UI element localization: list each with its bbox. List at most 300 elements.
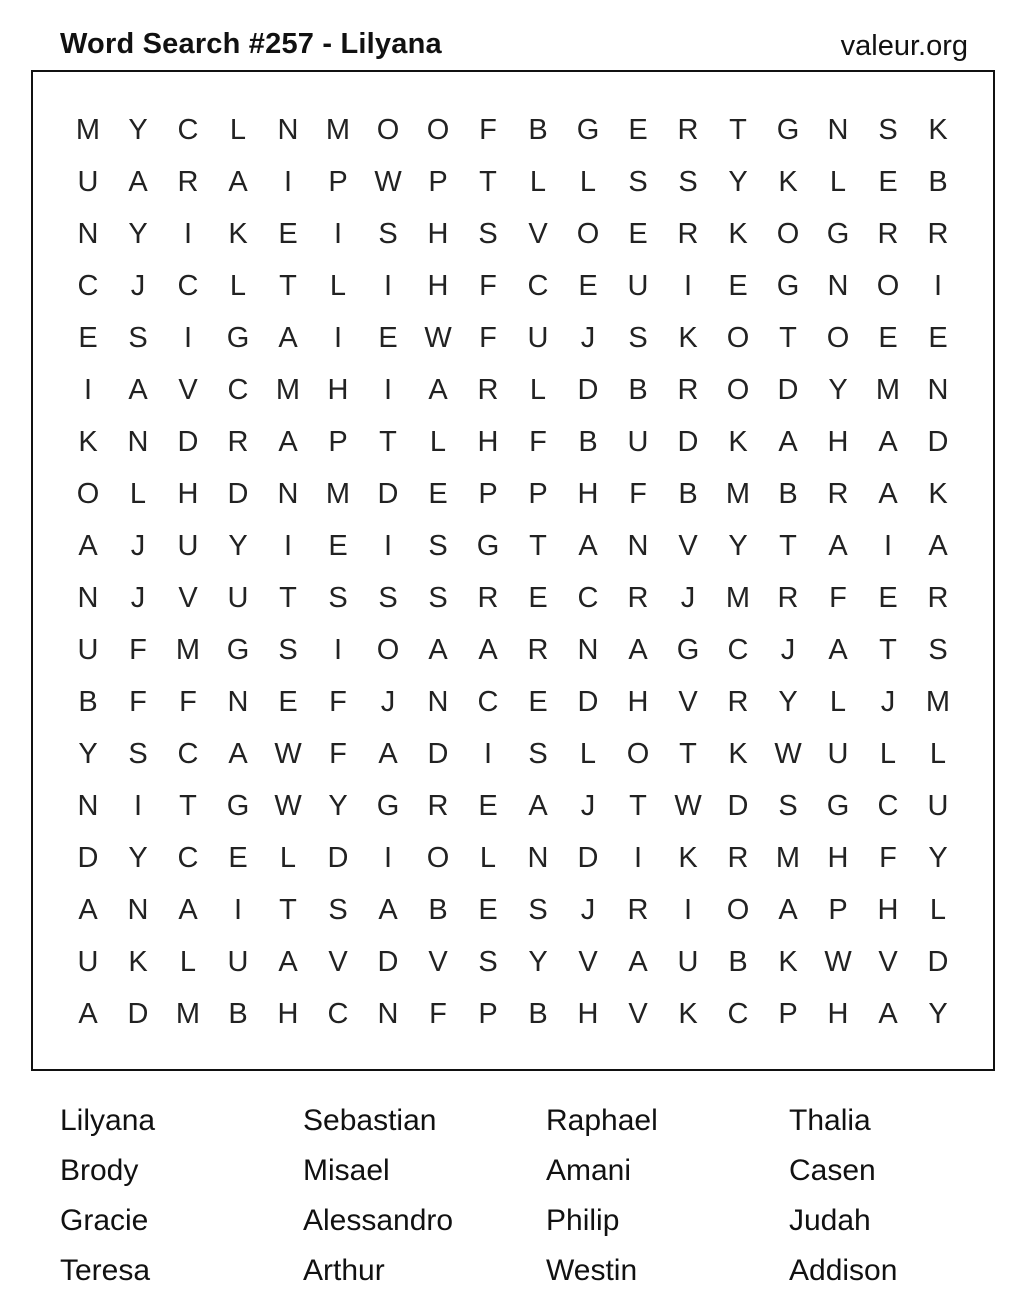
grid-letter[interactable]: H (327, 373, 349, 406)
grid-letter[interactable]: A (228, 165, 248, 198)
grid-letter[interactable]: O (776, 217, 800, 250)
grid-letter[interactable]: V (528, 217, 548, 250)
grid-letter[interactable]: Y (928, 997, 948, 1030)
grid-letter[interactable]: E (728, 269, 748, 302)
grid-letter[interactable]: T (379, 425, 397, 458)
grid-letter[interactable]: R (927, 581, 949, 614)
grid-letter[interactable]: M (875, 373, 901, 406)
grid-letter[interactable]: J (880, 685, 896, 718)
grid-letter[interactable]: F (529, 425, 547, 458)
grid-letter[interactable]: N (577, 633, 599, 666)
grid-letter[interactable]: B (528, 113, 548, 146)
grid-letter[interactable]: O (426, 841, 450, 874)
grid-letter[interactable]: A (278, 945, 298, 978)
grid-letter[interactable]: N (377, 997, 399, 1030)
grid-letter[interactable]: I (383, 373, 393, 406)
grid-letter[interactable]: C (727, 997, 749, 1030)
grid-letter[interactable]: B (228, 997, 248, 1030)
grid-letter[interactable]: B (578, 425, 598, 458)
grid-letter[interactable]: B (428, 893, 448, 926)
grid-letter[interactable]: A (378, 737, 398, 770)
grid-letter[interactable]: N (77, 217, 99, 250)
grid-letter[interactable]: V (178, 581, 198, 614)
grid-letter[interactable]: I (383, 529, 393, 562)
grid-letter[interactable]: L (879, 737, 897, 770)
grid-letter[interactable]: G (226, 633, 250, 666)
grid-letter[interactable]: N (127, 893, 149, 926)
grid-letter[interactable]: D (227, 477, 249, 510)
grid-letter[interactable]: V (678, 685, 698, 718)
grid-letter[interactable]: E (928, 321, 948, 354)
grid-letter[interactable]: M (775, 841, 801, 874)
grid-letter[interactable]: C (727, 633, 749, 666)
grid-letter[interactable]: U (677, 945, 699, 978)
grid-letter[interactable]: R (877, 217, 899, 250)
grid-letter[interactable]: O (76, 477, 100, 510)
grid-letter[interactable]: B (678, 477, 698, 510)
grid-letter[interactable]: E (628, 217, 648, 250)
grid-letter[interactable]: I (333, 217, 343, 250)
grid-letter[interactable]: S (128, 737, 148, 770)
grid-letter[interactable]: A (378, 893, 398, 926)
grid-letter[interactable]: M (175, 997, 201, 1030)
grid-letter[interactable]: L (229, 269, 247, 302)
grid-letter[interactable]: S (428, 529, 448, 562)
grid-letter[interactable]: P (778, 997, 798, 1030)
grid-letter[interactable]: T (279, 581, 297, 614)
grid-letter[interactable]: I (83, 373, 93, 406)
grid-letter[interactable]: U (927, 789, 949, 822)
grid-letter[interactable]: W (674, 789, 702, 822)
grid-letter[interactable]: L (829, 685, 847, 718)
grid-letter[interactable]: J (780, 633, 796, 666)
grid-letter[interactable]: R (477, 581, 499, 614)
grid-letter[interactable]: B (928, 165, 948, 198)
grid-letter[interactable]: Y (728, 529, 748, 562)
grid-letter[interactable]: U (77, 633, 99, 666)
grid-letter[interactable]: L (579, 165, 597, 198)
grid-letter[interactable]: E (878, 581, 898, 614)
grid-letter[interactable]: R (677, 373, 699, 406)
grid-letter[interactable]: M (925, 685, 951, 718)
grid-letter[interactable]: L (929, 737, 947, 770)
grid-letter[interactable]: B (628, 373, 648, 406)
grid-letter[interactable]: R (727, 685, 749, 718)
grid-letter[interactable]: H (577, 997, 599, 1030)
grid-letter[interactable]: K (728, 737, 748, 770)
grid-letter[interactable]: I (233, 893, 243, 926)
grid-letter[interactable]: D (677, 425, 699, 458)
grid-letter[interactable]: O (826, 321, 850, 354)
grid-letter[interactable]: Y (78, 737, 98, 770)
grid-letter[interactable]: R (677, 113, 699, 146)
grid-letter[interactable]: C (477, 685, 499, 718)
grid-letter[interactable]: D (327, 841, 349, 874)
grid-letter[interactable]: P (428, 165, 448, 198)
grid-letter[interactable]: V (328, 945, 348, 978)
grid-letter[interactable]: S (128, 321, 148, 354)
grid-letter[interactable]: G (676, 633, 700, 666)
grid-letter[interactable]: K (778, 165, 798, 198)
grid-letter[interactable]: S (778, 789, 798, 822)
grid-letter[interactable]: K (928, 113, 948, 146)
grid-letter[interactable]: E (228, 841, 248, 874)
grid-letter[interactable]: W (274, 737, 302, 770)
grid-letter[interactable]: T (729, 113, 747, 146)
grid-letter[interactable]: I (683, 893, 693, 926)
grid-letter[interactable]: I (183, 321, 193, 354)
grid-letter[interactable]: T (529, 529, 547, 562)
grid-letter[interactable]: N (527, 841, 549, 874)
grid-letter[interactable]: J (580, 893, 596, 926)
grid-letter[interactable]: N (127, 425, 149, 458)
grid-letter[interactable]: P (478, 477, 498, 510)
grid-letter[interactable]: R (627, 581, 649, 614)
grid-letter[interactable]: H (427, 269, 449, 302)
grid-letter[interactable]: N (427, 685, 449, 718)
grid-letter[interactable]: F (429, 997, 447, 1030)
grid-letter[interactable]: N (927, 373, 949, 406)
grid-letter[interactable]: M (175, 633, 201, 666)
grid-letter[interactable]: J (580, 789, 596, 822)
grid-letter[interactable]: V (628, 997, 648, 1030)
grid-letter[interactable]: H (627, 685, 649, 718)
grid-letter[interactable]: K (228, 217, 248, 250)
grid-letter[interactable]: P (328, 425, 348, 458)
grid-letter[interactable]: R (827, 477, 849, 510)
grid-letter[interactable]: A (78, 893, 98, 926)
grid-letter[interactable]: E (878, 165, 898, 198)
grid-letter[interactable]: M (725, 477, 751, 510)
grid-letter[interactable]: Y (728, 165, 748, 198)
grid-letter[interactable]: A (828, 633, 848, 666)
grid-letter[interactable]: L (179, 945, 197, 978)
grid-letter[interactable]: P (328, 165, 348, 198)
grid-letter[interactable]: U (77, 165, 99, 198)
grid-letter[interactable]: H (277, 997, 299, 1030)
grid-letter[interactable]: K (128, 945, 148, 978)
grid-letter[interactable]: O (726, 893, 750, 926)
grid-letter[interactable]: K (778, 945, 798, 978)
grid-letter[interactable]: P (528, 477, 548, 510)
grid-letter[interactable]: D (577, 373, 599, 406)
grid-letter[interactable]: D (177, 425, 199, 458)
grid-letter[interactable]: A (278, 321, 298, 354)
grid-letter[interactable]: J (130, 581, 146, 614)
grid-letter[interactable]: U (227, 945, 249, 978)
grid-letter[interactable]: D (927, 425, 949, 458)
grid-letter[interactable]: F (129, 685, 147, 718)
grid-letter[interactable]: L (529, 165, 547, 198)
grid-letter[interactable]: U (627, 425, 649, 458)
grid-letter[interactable]: R (627, 893, 649, 926)
grid-letter[interactable]: F (479, 321, 497, 354)
grid-letter[interactable]: L (329, 269, 347, 302)
grid-letter[interactable]: A (778, 425, 798, 458)
grid-letter[interactable]: D (377, 945, 399, 978)
grid-letter[interactable]: E (378, 321, 398, 354)
grid-letter[interactable]: W (824, 945, 852, 978)
grid-letter[interactable]: M (275, 373, 301, 406)
grid-letter[interactable]: L (229, 113, 247, 146)
grid-letter[interactable]: F (329, 737, 347, 770)
grid-letter[interactable]: D (127, 997, 149, 1030)
grid-letter[interactable]: H (427, 217, 449, 250)
grid-letter[interactable]: D (427, 737, 449, 770)
grid-letter[interactable]: F (129, 633, 147, 666)
grid-letter[interactable]: H (177, 477, 199, 510)
grid-letter[interactable]: T (179, 789, 197, 822)
grid-letter[interactable]: O (626, 737, 650, 770)
grid-letter[interactable]: A (928, 529, 948, 562)
grid-letter[interactable]: E (278, 217, 298, 250)
grid-letter[interactable]: A (428, 373, 448, 406)
grid-letter[interactable]: H (577, 477, 599, 510)
grid-letter[interactable]: K (678, 321, 698, 354)
grid-letter[interactable]: E (628, 113, 648, 146)
grid-letter[interactable]: C (527, 269, 549, 302)
grid-letter[interactable]: U (227, 581, 249, 614)
grid-letter[interactable]: J (130, 529, 146, 562)
grid-letter[interactable]: O (426, 113, 450, 146)
grid-letter[interactable]: C (177, 737, 199, 770)
grid-letter[interactable]: M (725, 581, 751, 614)
grid-letter[interactable]: E (578, 269, 598, 302)
grid-letter[interactable]: A (78, 997, 98, 1030)
grid-letter[interactable]: L (479, 841, 497, 874)
grid-letter[interactable]: I (683, 269, 693, 302)
grid-letter[interactable]: E (428, 477, 448, 510)
grid-letter[interactable]: Y (928, 841, 948, 874)
grid-letter[interactable]: B (728, 945, 748, 978)
grid-letter[interactable]: O (376, 113, 400, 146)
grid-letter[interactable]: O (576, 217, 600, 250)
grid-letter[interactable]: A (128, 165, 148, 198)
grid-letter[interactable]: E (328, 529, 348, 562)
grid-letter[interactable]: I (333, 321, 343, 354)
grid-letter[interactable]: M (75, 113, 101, 146)
grid-letter[interactable]: O (726, 373, 750, 406)
grid-letter[interactable]: A (78, 529, 98, 562)
grid-letter[interactable]: P (828, 893, 848, 926)
grid-letter[interactable]: E (528, 581, 548, 614)
grid-letter[interactable]: T (279, 269, 297, 302)
grid-letter[interactable]: L (129, 477, 147, 510)
grid-letter[interactable]: N (627, 529, 649, 562)
grid-letter[interactable]: U (527, 321, 549, 354)
grid-letter[interactable]: U (827, 737, 849, 770)
grid-letter[interactable]: G (776, 113, 800, 146)
grid-letter[interactable]: Y (128, 217, 148, 250)
grid-letter[interactable]: A (628, 945, 648, 978)
grid-letter[interactable]: V (678, 529, 698, 562)
grid-letter[interactable]: W (374, 165, 402, 198)
grid-letter[interactable]: K (928, 477, 948, 510)
grid-letter[interactable]: S (378, 217, 398, 250)
grid-letter[interactable]: A (878, 425, 898, 458)
grid-letter[interactable]: A (128, 373, 148, 406)
grid-letter[interactable]: Y (128, 113, 148, 146)
grid-letter[interactable]: T (629, 789, 647, 822)
grid-letter[interactable]: D (927, 945, 949, 978)
grid-letter[interactable]: T (279, 893, 297, 926)
grid-letter[interactable]: N (827, 113, 849, 146)
grid-letter[interactable]: D (77, 841, 99, 874)
grid-letter[interactable]: C (577, 581, 599, 614)
grid-letter[interactable]: B (528, 997, 548, 1030)
grid-letter[interactable]: C (177, 841, 199, 874)
grid-letter[interactable]: O (726, 321, 750, 354)
grid-letter[interactable]: L (579, 737, 597, 770)
grid-letter[interactable]: W (274, 789, 302, 822)
grid-letter[interactable]: J (680, 581, 696, 614)
grid-letter[interactable]: D (727, 789, 749, 822)
grid-letter[interactable]: A (878, 477, 898, 510)
grid-letter[interactable]: A (828, 529, 848, 562)
grid-letter[interactable]: U (627, 269, 649, 302)
grid-letter[interactable]: N (77, 581, 99, 614)
grid-letter[interactable]: F (629, 477, 647, 510)
grid-letter[interactable]: S (328, 893, 348, 926)
grid-letter[interactable]: J (130, 269, 146, 302)
grid-letter[interactable]: C (77, 269, 99, 302)
grid-letter[interactable]: G (826, 217, 850, 250)
grid-letter[interactable]: M (325, 113, 351, 146)
grid-letter[interactable]: G (226, 789, 250, 822)
grid-letter[interactable]: V (578, 945, 598, 978)
grid-letter[interactable]: H (877, 893, 899, 926)
grid-letter[interactable]: C (327, 997, 349, 1030)
grid-letter[interactable]: R (527, 633, 549, 666)
grid-letter[interactable]: G (376, 789, 400, 822)
grid-letter[interactable]: N (277, 477, 299, 510)
grid-letter[interactable]: T (679, 737, 697, 770)
grid-letter[interactable]: N (827, 269, 849, 302)
grid-letter[interactable]: I (183, 217, 193, 250)
grid-letter[interactable]: O (376, 633, 400, 666)
grid-letter[interactable]: R (727, 841, 749, 874)
grid-letter[interactable]: J (580, 321, 596, 354)
grid-letter[interactable]: A (628, 633, 648, 666)
grid-letter[interactable]: R (677, 217, 699, 250)
grid-letter[interactable]: I (333, 633, 343, 666)
grid-letter[interactable]: B (78, 685, 98, 718)
grid-letter[interactable]: G (226, 321, 250, 354)
grid-letter[interactable]: T (779, 321, 797, 354)
grid-letter[interactable]: S (928, 633, 948, 666)
grid-letter[interactable]: I (483, 737, 493, 770)
grid-letter[interactable]: D (377, 477, 399, 510)
grid-letter[interactable]: G (826, 789, 850, 822)
grid-letter[interactable]: L (929, 893, 947, 926)
grid-letter[interactable]: R (427, 789, 449, 822)
grid-letter[interactable]: A (278, 425, 298, 458)
grid-letter[interactable]: H (827, 425, 849, 458)
grid-letter[interactable]: A (578, 529, 598, 562)
grid-letter[interactable]: U (177, 529, 199, 562)
grid-letter[interactable]: S (328, 581, 348, 614)
grid-letter[interactable]: Y (778, 685, 798, 718)
grid-letter[interactable]: F (829, 581, 847, 614)
grid-letter[interactable]: L (279, 841, 297, 874)
grid-letter[interactable]: I (933, 269, 943, 302)
grid-letter[interactable]: V (178, 373, 198, 406)
grid-letter[interactable]: C (177, 113, 199, 146)
grid-letter[interactable]: T (479, 165, 497, 198)
grid-letter[interactable]: F (479, 269, 497, 302)
grid-letter[interactable]: D (777, 373, 799, 406)
grid-letter[interactable]: R (227, 425, 249, 458)
grid-letter[interactable]: E (278, 685, 298, 718)
grid-letter[interactable]: I (633, 841, 643, 874)
grid-letter[interactable]: H (827, 841, 849, 874)
grid-letter[interactable]: E (478, 789, 498, 822)
grid-letter[interactable]: S (278, 633, 298, 666)
grid-letter[interactable]: C (177, 269, 199, 302)
grid-letter[interactable]: L (829, 165, 847, 198)
grid-letter[interactable]: T (779, 529, 797, 562)
grid-letter[interactable]: F (479, 113, 497, 146)
grid-letter[interactable]: A (528, 789, 548, 822)
grid-letter[interactable]: A (778, 893, 798, 926)
grid-letter[interactable]: S (478, 217, 498, 250)
grid-letter[interactable]: D (577, 685, 599, 718)
grid-letter[interactable]: P (478, 997, 498, 1030)
grid-letter[interactable]: H (827, 997, 849, 1030)
grid-letter[interactable]: S (378, 581, 398, 614)
grid-letter[interactable]: B (778, 477, 798, 510)
grid-letter[interactable]: E (528, 685, 548, 718)
grid-letter[interactable]: A (428, 633, 448, 666)
grid-letter[interactable]: D (577, 841, 599, 874)
grid-letter[interactable]: A (228, 737, 248, 770)
grid-letter[interactable]: K (728, 217, 748, 250)
grid-letter[interactable]: G (476, 529, 500, 562)
grid-letter[interactable]: I (283, 529, 293, 562)
grid-letter[interactable]: V (428, 945, 448, 978)
grid-letter[interactable]: I (383, 269, 393, 302)
grid-letter[interactable]: F (179, 685, 197, 718)
grid-letter[interactable]: Y (828, 373, 848, 406)
grid-letter[interactable]: Y (328, 789, 348, 822)
grid-letter[interactable]: E (478, 893, 498, 926)
grid-letter[interactable]: S (878, 113, 898, 146)
grid-letter[interactable]: I (383, 841, 393, 874)
grid-letter[interactable]: O (876, 269, 900, 302)
grid-letter[interactable]: T (879, 633, 897, 666)
grid-letter[interactable]: L (529, 373, 547, 406)
grid-letter[interactable]: N (227, 685, 249, 718)
grid-letter[interactable]: R (777, 581, 799, 614)
grid-letter[interactable]: R (477, 373, 499, 406)
grid-letter[interactable]: S (478, 945, 498, 978)
grid-letter[interactable]: Y (228, 529, 248, 562)
grid-letter[interactable]: I (283, 165, 293, 198)
grid-letter[interactable]: K (678, 997, 698, 1030)
grid-letter[interactable]: S (628, 165, 648, 198)
grid-letter[interactable]: W (424, 321, 452, 354)
grid-letter[interactable]: F (879, 841, 897, 874)
grid-letter[interactable]: K (728, 425, 748, 458)
grid-letter[interactable]: S (428, 581, 448, 614)
grid-letter[interactable]: N (77, 789, 99, 822)
grid-letter[interactable]: H (477, 425, 499, 458)
grid-letter[interactable]: R (177, 165, 199, 198)
grid-letter[interactable]: F (329, 685, 347, 718)
grid-letter[interactable]: E (878, 321, 898, 354)
grid-letter[interactable]: J (380, 685, 396, 718)
grid-letter[interactable]: C (227, 373, 249, 406)
